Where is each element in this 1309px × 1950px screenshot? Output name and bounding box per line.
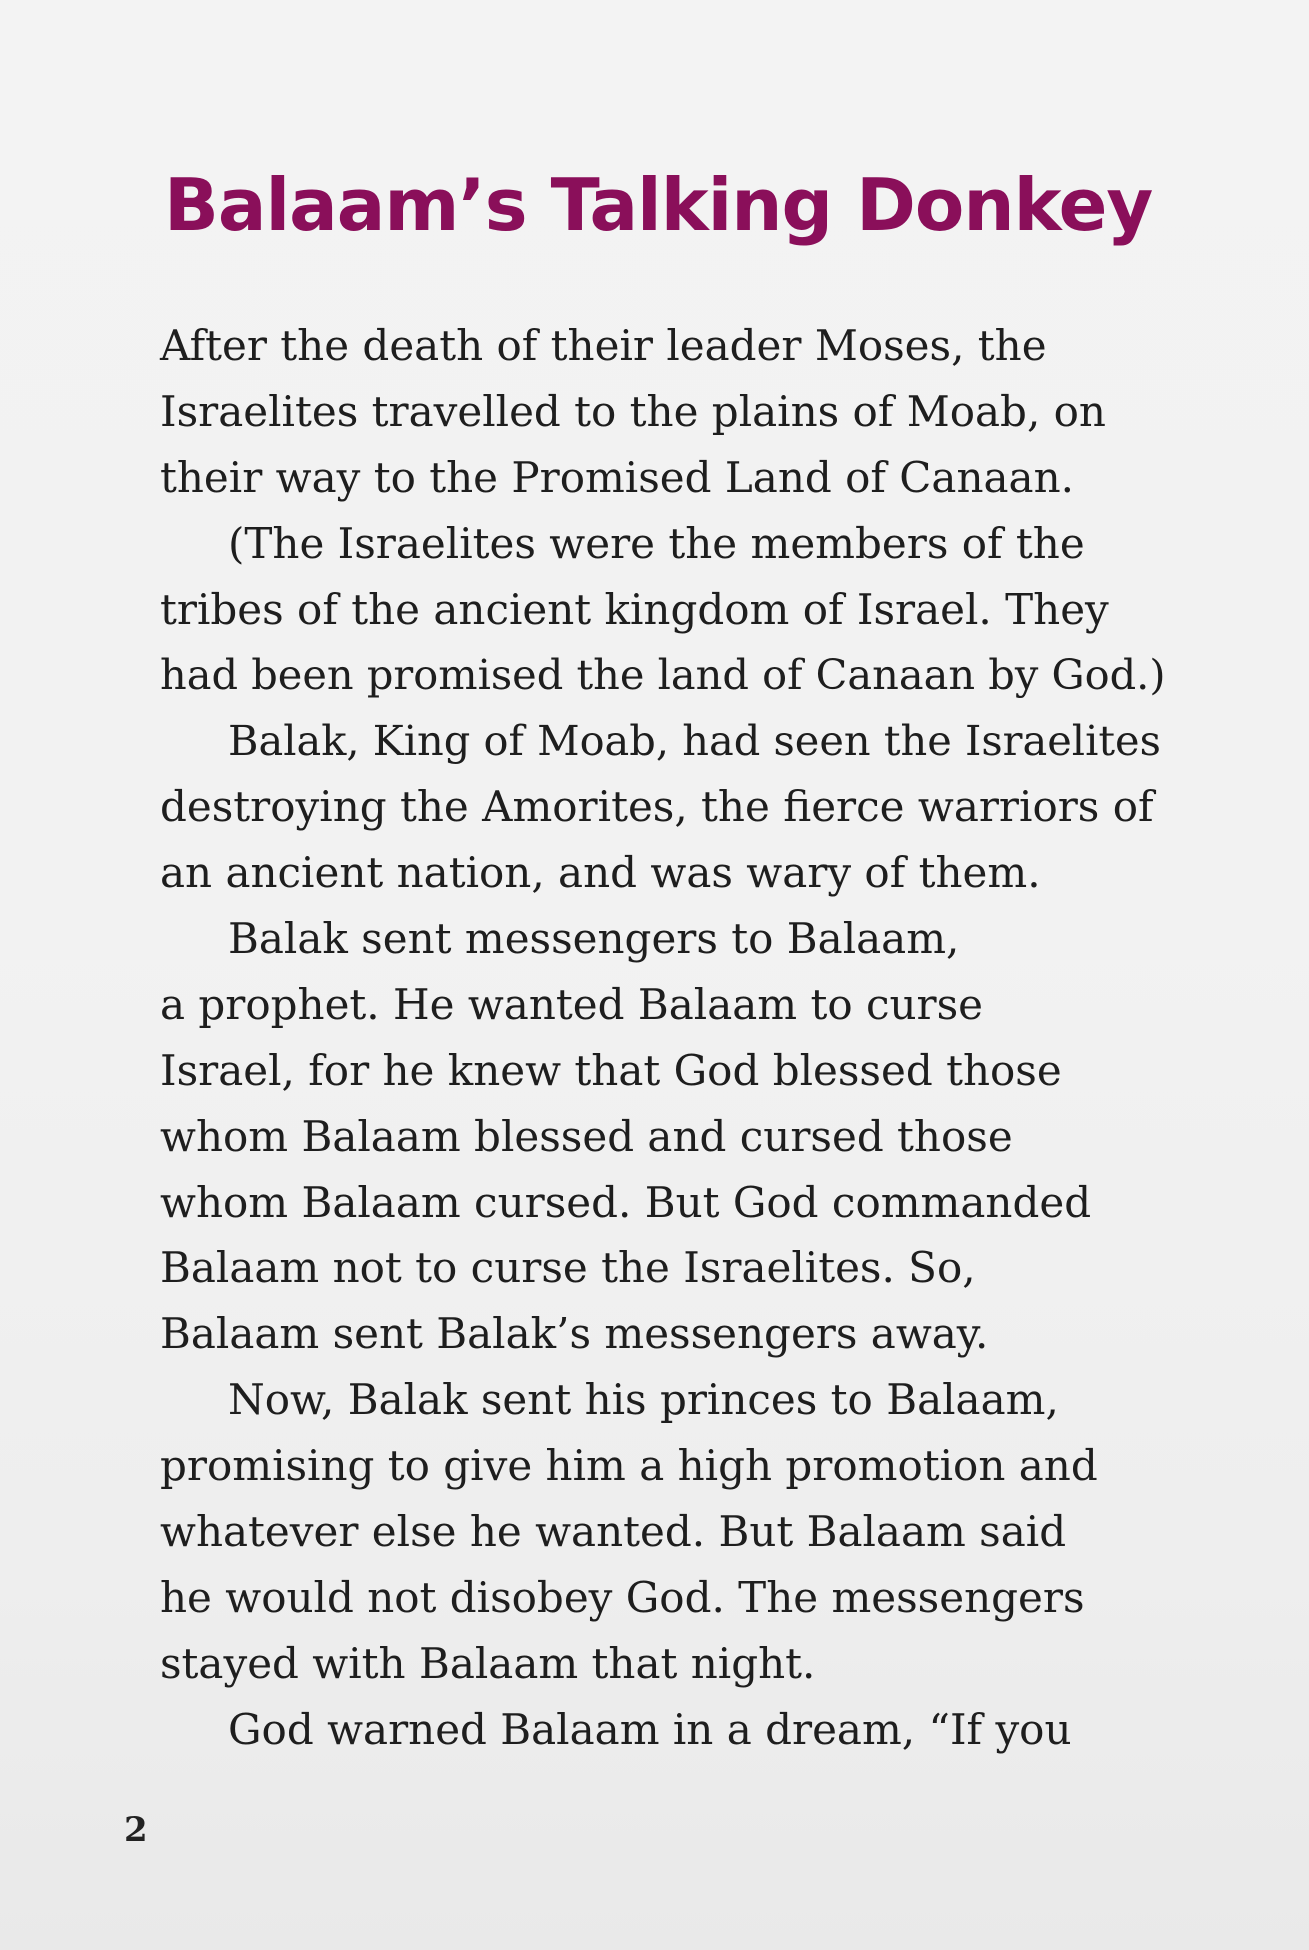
text-line: whatever else he wanted. But Balaam said (160, 1507, 1067, 1557)
text-line: promising to give him a high promotion and (160, 1441, 1098, 1491)
text-line: Balaam not to curse the Israelites. So, (160, 1243, 976, 1293)
text-line: Israel, for he knew that God blessed those (160, 1045, 1062, 1095)
text-line: God warned Balaam in a dream, “If you (228, 1704, 1072, 1754)
text-line: an ancient nation, and was wary of them. (160, 848, 1041, 898)
text-line: Balaam sent Balak’s messengers away. (160, 1309, 989, 1359)
story-title: Balaam’s Talking Donkey (164, 163, 1153, 247)
text-line: (The Israelites were the members of the (228, 518, 1085, 568)
text-line: tribes of the ancient kingdom of Israel. They (160, 584, 1109, 634)
text-line: destroying the Amorites, the fierce warriors of (160, 782, 1154, 832)
text-line: whom Balaam cursed. But God commanded (160, 1177, 1092, 1227)
text-line: After the death of their leader Moses, the (160, 321, 1047, 370)
text-line: a prophet. He wanted Balaam to curse (160, 979, 984, 1029)
story-body (160, 313, 1170, 1763)
text-line: Balak sent messengers to Balaam, (228, 914, 960, 964)
text-line: had been promised the land of Canaan by God.) (160, 650, 1166, 700)
text-line: their way to the Promised Land of Canaan. (160, 452, 1074, 502)
text-line: stayed with Balaam that night. (160, 1638, 816, 1688)
text-line: he would not disobey God. The messengers (160, 1572, 1085, 1622)
text-line: whom Balaam blessed and cursed those (160, 1111, 1013, 1161)
text-line: Israelites travelled to the plains of Moab, on (160, 386, 1106, 436)
page-number: 2 (124, 1810, 148, 1850)
text-line: Now, Balak sent his princes to Balaam, (228, 1375, 1059, 1425)
text-line: Balak, King of Moab, had seen the Israelites (228, 716, 1161, 766)
